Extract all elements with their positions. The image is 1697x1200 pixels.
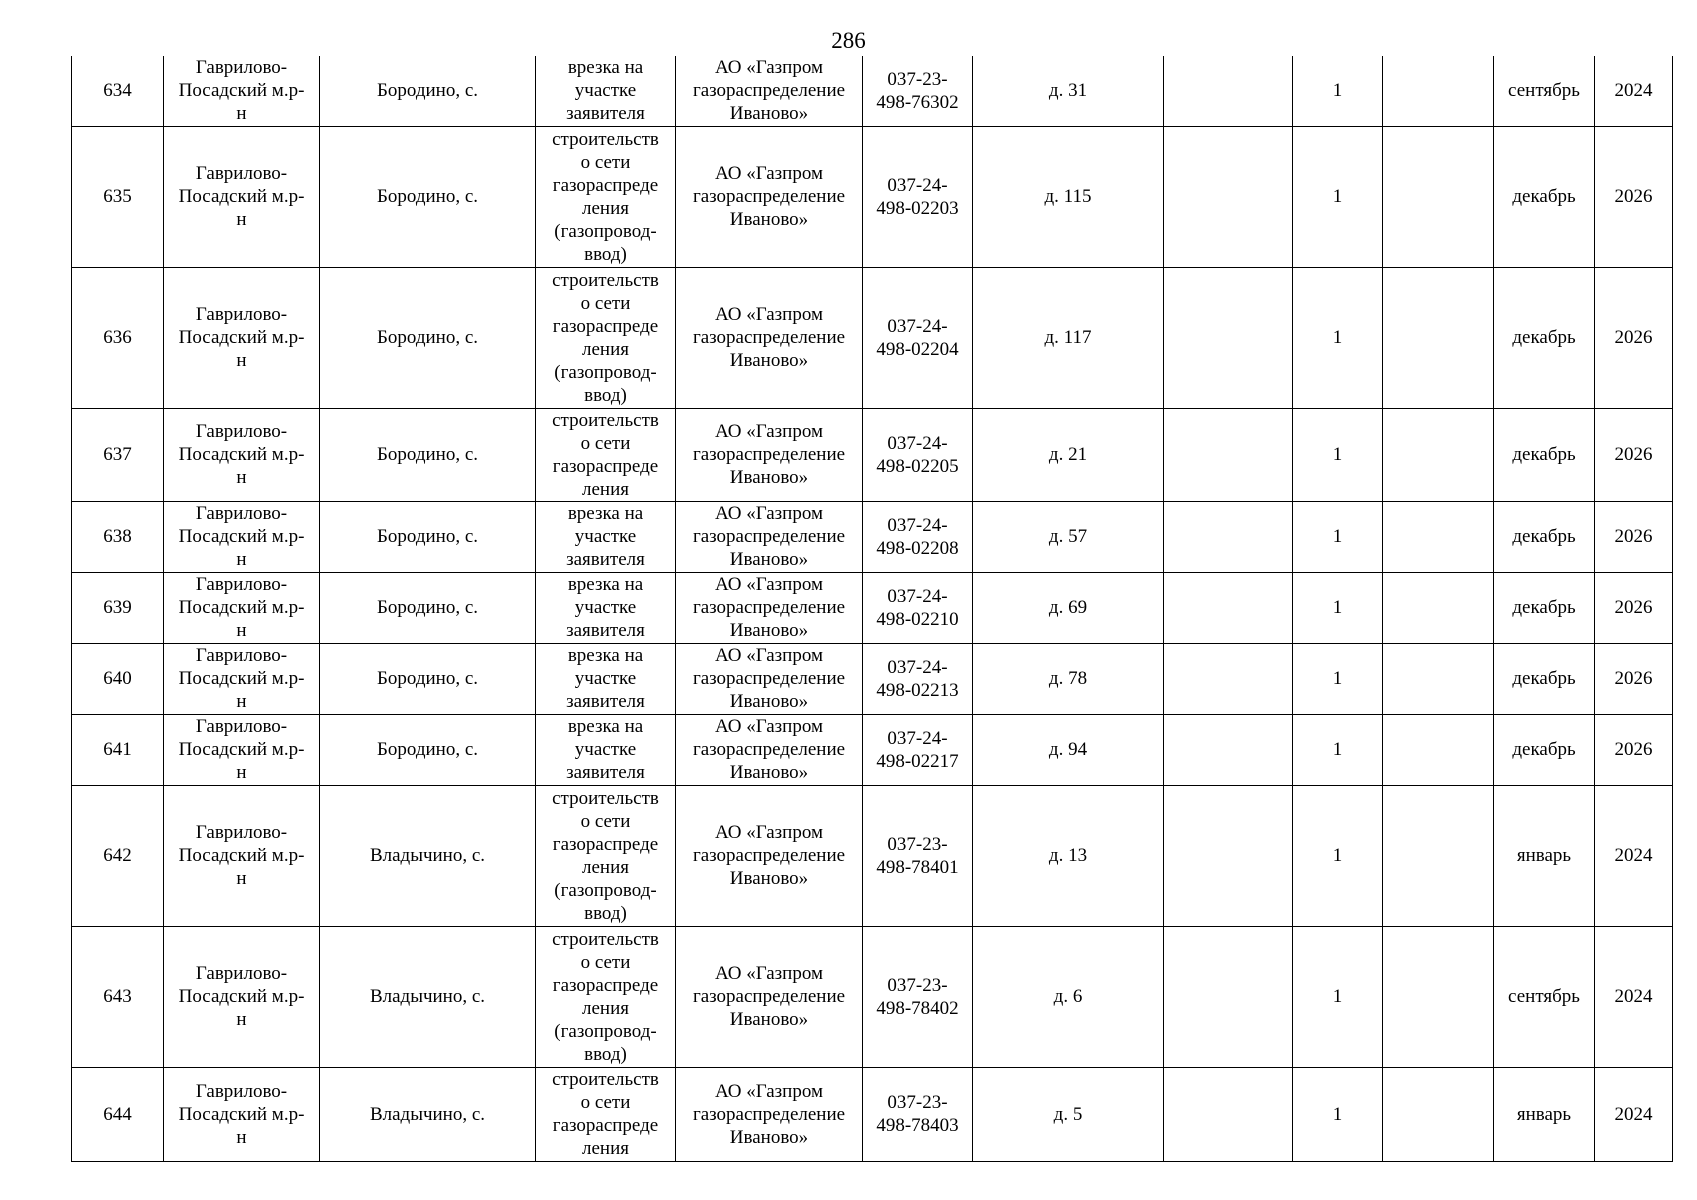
application-number-cell: 037-23- 498-76302 xyxy=(863,56,973,126)
organization-cell: АО «Газпром газораспределение Иваново» xyxy=(676,126,863,267)
organization-cell: АО «Газпром газораспределение Иваново» xyxy=(676,408,863,501)
work-type-cell: строительств о сети газораспреде ления (газопровод- ввод) xyxy=(536,785,676,926)
settlement-cell: Владычино, с. xyxy=(320,1067,536,1161)
house-number-cell: д. 57 xyxy=(973,501,1164,572)
work-type-cell: строительств о сети газораспреде ления xyxy=(536,1067,676,1161)
quantity-cell: 1 xyxy=(1293,785,1383,926)
empty-cell xyxy=(1164,408,1293,501)
year-cell: 2026 xyxy=(1595,267,1673,408)
year-cell: 2026 xyxy=(1595,408,1673,501)
empty-cell xyxy=(1164,267,1293,408)
district-cell: Гаврилово- Посадский м.р- н xyxy=(164,56,320,126)
house-number-cell: д. 31 xyxy=(973,56,1164,126)
application-number-cell: 037-24- 498-02213 xyxy=(863,643,973,714)
table-row xyxy=(72,572,1673,643)
district-cell: Гаврилово- Посадский м.р- н xyxy=(164,501,320,572)
house-number-cell: д. 117 xyxy=(973,267,1164,408)
document-table xyxy=(71,56,1673,1162)
application-number-cell: 037-24- 498-02217 xyxy=(863,714,973,785)
application-number-cell: 037-24- 498-02203 xyxy=(863,126,973,267)
quantity-cell: 1 xyxy=(1293,1067,1383,1161)
settlement-cell: Бородино, с. xyxy=(320,572,536,643)
application-number-cell: 037-23- 498-78402 xyxy=(863,926,973,1067)
empty-cell xyxy=(1383,926,1494,1067)
empty-cell xyxy=(1164,1067,1293,1161)
work-type-cell: строительств о сети газораспреде ления (газопровод- ввод) xyxy=(536,267,676,408)
year-cell: 2024 xyxy=(1595,926,1673,1067)
house-number-cell: д. 21 xyxy=(973,408,1164,501)
table-row xyxy=(72,714,1673,785)
house-number-cell: д. 78 xyxy=(973,643,1164,714)
house-number-cell: д. 115 xyxy=(973,126,1164,267)
application-number-cell: 037-24- 498-02208 xyxy=(863,501,973,572)
application-number-cell: 037-23- 498-78403 xyxy=(863,1067,973,1161)
quantity-cell: 1 xyxy=(1293,56,1383,126)
table-row xyxy=(72,926,1673,1067)
district-cell: Гаврилово- Посадский м.р- н xyxy=(164,785,320,926)
empty-cell xyxy=(1164,926,1293,1067)
empty-cell xyxy=(1383,714,1494,785)
empty-cell xyxy=(1164,714,1293,785)
organization-cell: АО «Газпром газораспределение Иваново» xyxy=(676,785,863,926)
organization-cell: АО «Газпром газораспределение Иваново» xyxy=(676,572,863,643)
row-number-cell: 641 xyxy=(72,714,164,785)
house-number-cell: д. 13 xyxy=(973,785,1164,926)
table-row xyxy=(72,56,1673,126)
quantity-cell: 1 xyxy=(1293,643,1383,714)
quantity-cell: 1 xyxy=(1293,714,1383,785)
table-row xyxy=(72,126,1673,267)
month-cell: декабрь xyxy=(1494,714,1595,785)
page-number: 286 xyxy=(831,28,866,53)
empty-cell xyxy=(1164,56,1293,126)
district-cell: Гаврилово- Посадский м.р- н xyxy=(164,714,320,785)
organization-cell: АО «Газпром газораспределение Иваново» xyxy=(676,267,863,408)
month-cell: декабрь xyxy=(1494,267,1595,408)
year-cell: 2024 xyxy=(1595,1067,1673,1161)
application-number-cell: 037-24- 498-02210 xyxy=(863,572,973,643)
organization-cell: АО «Газпром газораспределение Иваново» xyxy=(676,643,863,714)
district-cell: Гаврилово- Посадский м.р- н xyxy=(164,408,320,501)
empty-cell xyxy=(1383,1067,1494,1161)
quantity-cell: 1 xyxy=(1293,926,1383,1067)
row-number-cell: 640 xyxy=(72,643,164,714)
table-row xyxy=(72,785,1673,926)
settlement-cell: Владычино, с. xyxy=(320,785,536,926)
empty-cell xyxy=(1164,501,1293,572)
quantity-cell: 1 xyxy=(1293,501,1383,572)
row-number-cell: 643 xyxy=(72,926,164,1067)
organization-cell: АО «Газпром газораспределение Иваново» xyxy=(676,1067,863,1161)
district-cell: Гаврилово- Посадский м.р- н xyxy=(164,126,320,267)
work-type-cell: врезка на участке заявителя xyxy=(536,714,676,785)
settlement-cell: Бородино, с. xyxy=(320,501,536,572)
settlement-cell: Бородино, с. xyxy=(320,267,536,408)
row-number-cell: 638 xyxy=(72,501,164,572)
house-number-cell: д. 6 xyxy=(973,926,1164,1067)
year-cell: 2026 xyxy=(1595,643,1673,714)
house-number-cell: д. 69 xyxy=(973,572,1164,643)
table-row xyxy=(72,501,1673,572)
year-cell: 2026 xyxy=(1595,126,1673,267)
table-row xyxy=(72,643,1673,714)
table-row xyxy=(72,1067,1673,1161)
row-number-cell: 636 xyxy=(72,267,164,408)
empty-cell xyxy=(1383,643,1494,714)
settlement-cell: Бородино, с. xyxy=(320,643,536,714)
empty-cell xyxy=(1164,643,1293,714)
settlement-cell: Бородино, с. xyxy=(320,714,536,785)
settlement-cell: Бородино, с. xyxy=(320,408,536,501)
work-type-cell: врезка на участке заявителя xyxy=(536,501,676,572)
district-cell: Гаврилово- Посадский м.р- н xyxy=(164,267,320,408)
quantity-cell: 1 xyxy=(1293,126,1383,267)
year-cell: 2026 xyxy=(1595,714,1673,785)
row-number-cell: 634 xyxy=(72,56,164,126)
row-number-cell: 642 xyxy=(72,785,164,926)
settlement-cell: Бородино, с. xyxy=(320,126,536,267)
month-cell: сентябрь xyxy=(1494,56,1595,126)
organization-cell: АО «Газпром газораспределение Иваново» xyxy=(676,501,863,572)
work-type-cell: строительств о сети газораспреде ления xyxy=(536,408,676,501)
year-cell: 2024 xyxy=(1595,56,1673,126)
empty-cell xyxy=(1383,785,1494,926)
month-cell: декабрь xyxy=(1494,501,1595,572)
empty-cell xyxy=(1383,572,1494,643)
house-number-cell: д. 5 xyxy=(973,1067,1164,1161)
year-cell: 2026 xyxy=(1595,572,1673,643)
district-cell: Гаврилово- Посадский м.р- н xyxy=(164,926,320,1067)
application-number-cell: 037-23- 498-78401 xyxy=(863,785,973,926)
organization-cell: АО «Газпром газораспределение Иваново» xyxy=(676,926,863,1067)
quantity-cell: 1 xyxy=(1293,572,1383,643)
work-type-cell: строительств о сети газораспреде ления (газопровод- ввод) xyxy=(536,926,676,1067)
empty-cell xyxy=(1383,126,1494,267)
empty-cell xyxy=(1383,408,1494,501)
district-cell: Гаврилово- Посадский м.р- н xyxy=(164,643,320,714)
application-number-cell: 037-24- 498-02204 xyxy=(863,267,973,408)
row-number-cell: 635 xyxy=(72,126,164,267)
month-cell: январь xyxy=(1494,785,1595,926)
organization-cell: АО «Газпром газораспределение Иваново» xyxy=(676,714,863,785)
month-cell: декабрь xyxy=(1494,408,1595,501)
empty-cell xyxy=(1383,267,1494,408)
empty-cell xyxy=(1164,785,1293,926)
work-type-cell: строительств о сети газораспреде ления (газопровод- ввод) xyxy=(536,126,676,267)
month-cell: декабрь xyxy=(1494,643,1595,714)
settlement-cell: Бородино, с. xyxy=(320,56,536,126)
month-cell: декабрь xyxy=(1494,572,1595,643)
row-number-cell: 637 xyxy=(72,408,164,501)
table-row xyxy=(72,408,1673,501)
year-cell: 2026 xyxy=(1595,501,1673,572)
settlement-cell: Владычино, с. xyxy=(320,926,536,1067)
district-cell: Гаврилово- Посадский м.р- н xyxy=(164,572,320,643)
empty-cell xyxy=(1164,126,1293,267)
house-number-cell: д. 94 xyxy=(973,714,1164,785)
year-cell: 2024 xyxy=(1595,785,1673,926)
quantity-cell: 1 xyxy=(1293,267,1383,408)
application-number-cell: 037-24- 498-02205 xyxy=(863,408,973,501)
work-type-cell: врезка на участке заявителя xyxy=(536,643,676,714)
table-row xyxy=(72,267,1673,408)
empty-cell xyxy=(1164,572,1293,643)
month-cell: январь xyxy=(1494,1067,1595,1161)
row-number-cell: 644 xyxy=(72,1067,164,1161)
month-cell: декабрь xyxy=(1494,126,1595,267)
empty-cell xyxy=(1383,501,1494,572)
district-cell: Гаврилово- Посадский м.р- н xyxy=(164,1067,320,1161)
month-cell: сентябрь xyxy=(1494,926,1595,1067)
quantity-cell: 1 xyxy=(1293,408,1383,501)
work-type-cell: врезка на участке заявителя xyxy=(536,572,676,643)
work-type-cell: врезка на участке заявителя xyxy=(536,56,676,126)
organization-cell: АО «Газпром газораспределение Иваново» xyxy=(676,56,863,126)
row-number-cell: 639 xyxy=(72,572,164,643)
empty-cell xyxy=(1383,56,1494,126)
